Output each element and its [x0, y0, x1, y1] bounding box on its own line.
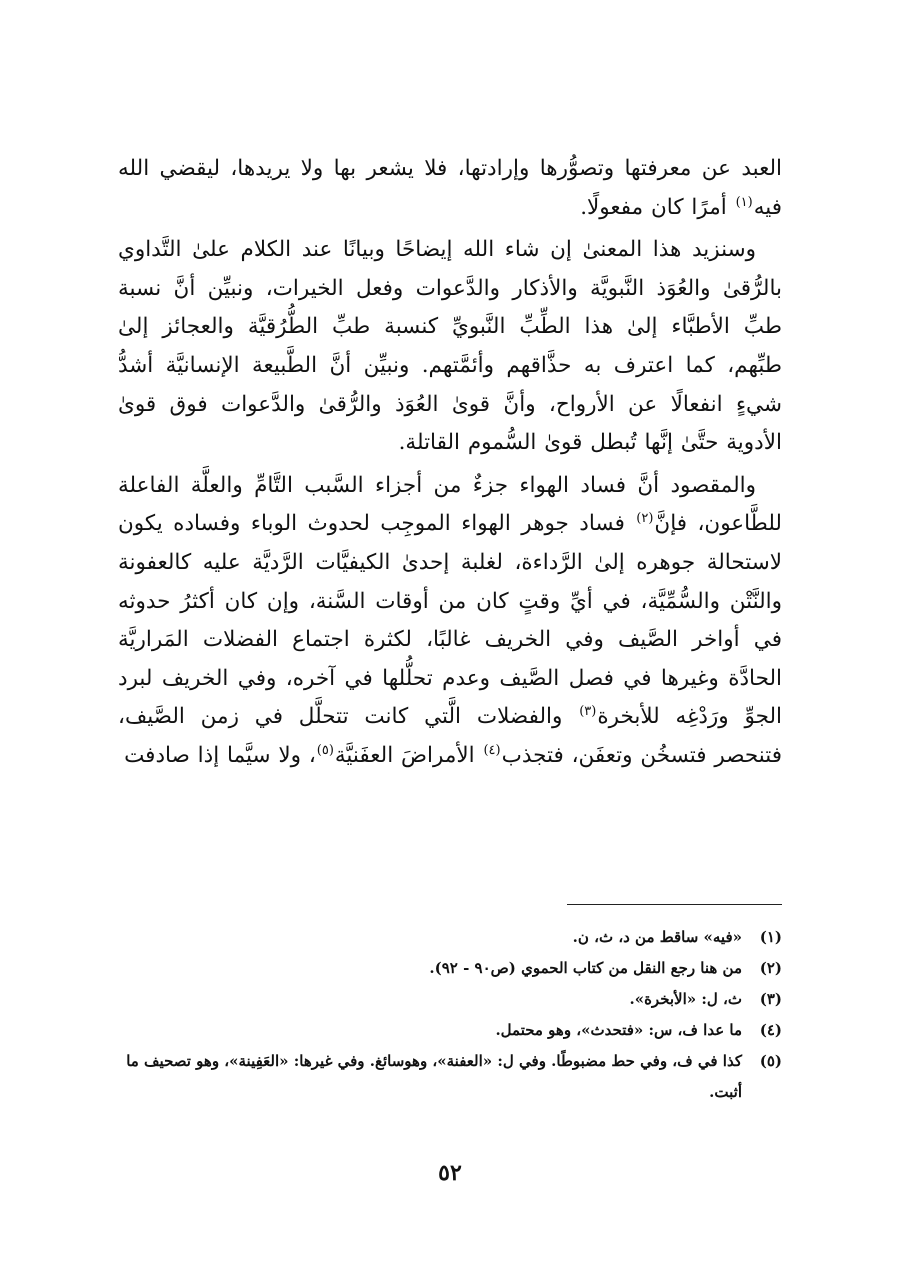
footnote: [118, 1015, 782, 1046]
footnote-number: (٥): [759, 1052, 782, 1070]
text-run: وسنزيد هذا المعنىٰ إن شاء الله إيضاحًا وبيانًا عند الكلام علىٰ التَّداوي بالرُّقىٰ والعُوَذ النَّبويَّة والأذكار والدَّعوات وفعل الخيرات، ونبيِّن أنَّ نسبة طبِّ الأطبَّاء إلىٰ هذا الطِّبِّ النَّبويِّ كنسبة طبِّ الطُّرُقيَّة والعجائز إلىٰ طبِّهم، كما اعترف به حذَّاقهم وأئمَّتهم. ونبيِّن أنَّ الطَّبيعة الإنسانيَّة أشدُّ شيءٍ انفعالًا عن الأرواح، وأنَّ قوىٰ العُوَذ والرُّقىٰ والدَّعوات فوق قوىٰ الأدوية حتَّىٰ إنَّها تُبطل قوىٰ السُّموم القاتلة.: [118, 237, 782, 456]
footnote-separator: [567, 904, 782, 905]
footnote: [118, 953, 782, 984]
footnote: [118, 1046, 782, 1108]
footnote: [118, 922, 782, 953]
footnote-ref: (٤): [483, 742, 501, 758]
text-run: والمقصود أنَّ فساد الهواء جزءٌ من أجزاء السَّبب التَّامِّ والعلَّة الفاعلة للطَّاعون، فإنَّ: [118, 472, 782, 537]
footnote-text: «فيه» ساقط من د، ث، ن.: [572, 928, 742, 946]
footnote-ref: (١): [735, 194, 753, 210]
footnote-number: (١): [759, 928, 782, 946]
text-run: العبد عن معرفتها وتصوُّرها وإرادتها، فلا يشعر بها ولا يريدها، ليقضي الله فيه: [118, 156, 782, 220]
paragraph: [118, 150, 782, 227]
text-run: أمرًا كان مفعولًا.: [580, 194, 735, 220]
footnote-ref: (٥): [316, 742, 334, 758]
text-run: الأمراضَ العفَنيَّة: [334, 742, 483, 768]
text-run: فساد جوهر الهواء الموجِب لحدوث الوباء وفساده يكون لاستحالة جوهره إلىٰ الرَّداءة، لغلبة إحدىٰ الكيفيَّات الرَّديَّة عليه كالعفونة والنَّتْن والسُّمِّيَّة، في أيِّ وقتٍ كان من أوقات السَّنة، وإن كان أكثرُ حدوثه في أواخر الصَّيف وفي الخريف غالبًا، لكثرة اجتماع الفضلات المَراريَّة الحادَّة وغيرها في فصل الصَّيف وعدم تحلُّلها في آخره، وفي الخريف لبرد الجوِّ ورَدْغِه للأبخرة: [118, 511, 782, 730]
footnote-text: من هنا رجع النقل من كتاب الحموي (ص٩٠ - ٩٢).: [429, 959, 742, 977]
footnote-text: ث، ل: «الأبخرة».: [629, 990, 742, 1008]
paragraph: [118, 467, 782, 776]
page-number: ٥٢: [438, 1160, 462, 1186]
footnotes: [118, 922, 782, 1108]
footnote-ref: (٣): [579, 704, 597, 720]
footnote-ref: (٢): [636, 511, 654, 527]
paragraph: [118, 231, 782, 463]
footnote-text: ما عدا ف، س: «فتحدث»، وهو محتمل.: [495, 1021, 742, 1039]
text-run: ، ولا سيَّما إذا صادفت: [124, 742, 316, 768]
footnote-number: (٢): [759, 959, 782, 977]
footnote: [118, 984, 782, 1015]
main-text: [118, 150, 782, 776]
footnote-text: كذا في ف، وفي حط مضبوطًا. وفي ل: «العفنة»، وهوسائغ. وفي غيرها: «العَفِينة»، وهو تصحيف ما أثبت.: [126, 1052, 742, 1101]
footnote-number: (٣): [759, 990, 782, 1008]
text-run: والفضلات الَّتي كانت تتحلَّل في زمن الصَّيف، فتنحصر فتسخُن وتعفَن، فتجذب: [118, 704, 782, 768]
footnote-number: (٤): [759, 1021, 782, 1039]
